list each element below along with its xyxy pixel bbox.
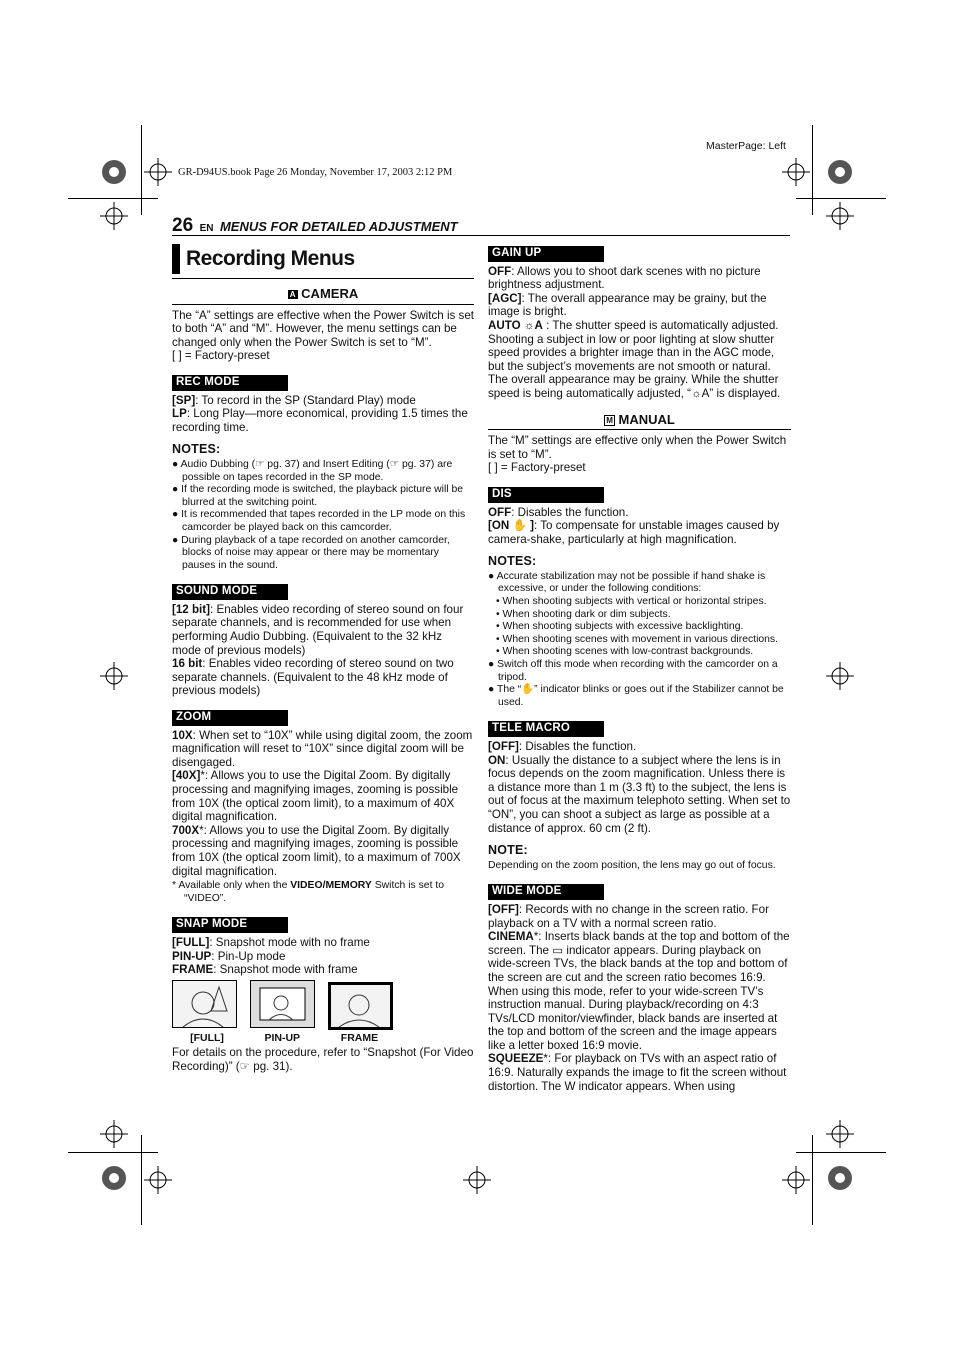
sound-mode-label: SOUND MODE [172,584,288,600]
gain-auto: AUTO ☼A : The shutter speed is automatically adjusted. Shooting a subject in low or poor lighting at slow shutter speed provides a brighter image than in the AGC mode, but the subject’s movements are not smooth or natural. The overall appearance may be grainy. While the shutter speed is being automatically adjusted, “☼A” is displayed. [488,318,781,400]
tele-note: Depending on the zoom position, the lens may go out of focus. [488,859,776,871]
rec-note: ● If the recording mode is switched, the playback picture will be blurred at the switching point. [172,484,464,508]
snapshot-pinup-image [250,980,315,1028]
rec-note: ● Audio Dubbing (☞ pg. 37) and Insert Editing (☞ pg. 37) are possible on tapes recorded in the SP mode. [172,458,453,483]
crosshair-icon [826,662,854,690]
dis-sub-note: • When shooting dark or dim subjects. [496,608,671,620]
crosshair-icon [100,662,128,690]
gain-up-label: GAIN UP [488,246,604,262]
dis-note: ● The “✋” indicator blinks or goes out if the Stabilizer cannot be used. [488,684,784,708]
camera-factory-preset: [ ] = Factory-preset [172,349,270,363]
snap-label-full: [FULL] [190,1032,224,1045]
snap-images [172,980,474,1031]
wide-cinema: CINEMA*: Inserts black bands at the top and bottom of the screen. The ▭ indicator appears. During playback on wide-screen TVs, the black bands at the top and bottom of the screen are cut and the screen ratio becomes 16:9. When using this mode, refer to your wide-screen TV’s instruction manual. During playback/recording on 4:3 TVs/LCD monitor/viewfinder, black bands are inserted at the top and bottom of the screen and the image appears like a letter boxed 16:9 movie. [488,930,790,1052]
camera-heading: A CAMERA [172,287,474,305]
gain-off: OFF: Allows you to shoot dark scenes with no picture brightness adjustment. [488,264,761,292]
snapshot-frame-image [328,982,393,1030]
crosshair-icon [100,1120,128,1148]
zoom-footnote: * Available only when the VIDEO/MEMORY Switch is set to “VIDEO”. [172,880,445,904]
snap-label-pinup: PIN-UP [264,1032,301,1045]
dis-sub-note: • When shooting scenes with low-contrast backgrounds. [496,646,754,658]
crosshair-icon [782,1166,810,1194]
dis-note: ● Accurate stabilization may not be possible if hand shake is excessive, or under the following conditions: [488,570,766,595]
snap-label-frame: FRAME [340,1032,379,1045]
dis-on: [ON ✋ ]: To compensate for unstable images caused by camera-shake, particularly at high magnification. [488,519,780,546]
file-info-line: GR-D94US.book Page 26 Monday, November 17, 2003 2:12 PM [178,167,453,178]
snap-details: For details on the procedure, refer to “Snapshot (For Video Recording)” (☞ pg. 31). [172,1045,474,1073]
crosshair-icon [144,1166,172,1194]
tele-note-heading: NOTE: [488,843,528,858]
dis-sub-note: • When shooting scenes with movement in various directions. [496,633,779,645]
manual-mode-icon: M [606,415,613,425]
page-number: 26 [172,215,194,236]
crosshair-icon [826,202,854,230]
snap-frame: FRAME: Snapshot mode with frame [172,963,358,977]
masterpage-label: MasterPage: Left [706,140,786,152]
wide-squeeze: SQUEEZE*: For playback on TVs with an aspect ratio of 16:9. Naturally expands the image to fit the screen without distortion. The W indicator appears. When using [488,1052,787,1093]
crosshair-icon [463,1166,491,1194]
right-column [488,234,791,1093]
tele-off: [OFF]: Disables the function. [488,740,637,753]
zoom-40x: [40X]*: Allows you to use the Digital Zoom. By digitally processing and magnifying images, zooming is possible from 10X (the optical zoom limit), to a maximum of 40X digital magnification. [172,769,459,824]
tele-on: ON: Usually the distance to a subject where the lens is in focus depends on the zoom magnification. Unless there is a distance more than 1 m (3.3 ft) to the subject, the lens is out of focus at the maximum telephoto setting. When set to “ON”, you can shoot a subject as large as possible at a distance of approx. 60 cm (2 ft). [488,753,791,835]
dis-sub-note: • When shooting subjects with vertical or horizontal stripes. [496,596,767,608]
manual-heading: M MANUAL [488,413,791,431]
page-title: Recording Menus [186,247,355,271]
crosshair-icon [144,158,172,186]
auto-shutter-icon: ☼A [523,318,543,332]
snap-full: [FULL]: Snapshot mode with no frame [172,935,370,949]
rec-mode-sp: [SP]: To record in the SP (Standard Play) mode [172,393,416,407]
crosshair-icon [826,1120,854,1148]
zoom-label: ZOOM [172,710,288,726]
registration-mark-icon [100,1164,128,1192]
manual-factory-preset: [ ] = Factory-preset [488,461,586,475]
registration-mark-icon [826,158,854,186]
registration-mark-icon [100,158,128,186]
rec-mode-label: REC MODE [172,375,288,391]
page-title-block [172,244,474,279]
tele-macro-label: TELE MACRO [488,721,604,737]
camera-intro: The “A” settings are effective when the Power Switch is set to both “A” and “M”. However, the menu settings can be changed only when the Power Switch is set to “M”. [172,308,475,349]
rec-note: ● During playback of a tape recorded on another camcorder, blocks of noise may appear or there may be momentary pauses in the sound. [172,534,450,571]
dis-sub-note: • When shooting subjects with excessive backlighting. [496,621,744,633]
wide-mode-label: WIDE MODE [488,884,604,900]
dis-label: DIS [488,487,604,503]
registration-mark-icon [826,1164,854,1192]
sound-12bit: [12 bit]: Enables video recording of stereo sound on four separate channels, and is recommended for use when performing Audio Dubbing. (Equivalent to the 32 kHz mode of previous models) [172,602,464,657]
language-code: EN [199,223,214,234]
snap-image-labels [172,1031,474,1046]
dis-off: OFF: Disables the function. [488,505,629,519]
snap-pinup: PIN-UP: Pin-Up mode [172,949,286,963]
auto-mode-icon: A [289,290,296,299]
sound-16bit: 16 bit: Enables video recording of stereo sound on two separate channels. (Equivalent to the 48 kHz mode of previous models) [172,657,454,698]
gain-agc: [AGC]: The overall appearance may be grainy, but the image is bright. [488,291,767,319]
rec-note: ● It is recommended that tapes recorded in the LP mode on this camcorder be played back on this camcorder. [172,509,466,533]
left-column [172,244,474,1073]
zoom-10x: 10X: When set to “10X” while using digital zoom, the zoom magnification will reset to “10X” since digital zoom will be disengaged. [172,728,473,769]
manual-intro: The “M” settings are effective only when the Power Switch is set to “M”. [488,434,787,461]
crosshair-icon [782,158,810,186]
dis-note: ● Switch off this mode when recording with the camcorder on a tripod. [488,659,778,683]
snap-mode-label: SNAP MODE [172,917,288,933]
dis-notes-heading: NOTES: [488,554,537,569]
rec-mode-notes-heading: NOTES: [172,442,221,457]
title-bar [172,244,180,274]
section-title: MENUS FOR DETAILED ADJUSTMENT [219,219,458,234]
page-header [172,215,790,236]
snapshot-full-image [172,980,237,1028]
wide-off: [OFF]: Records with no change in the screen ratio. For playback on a TV with a normal screen ratio. [488,902,769,930]
rec-mode-lp: LP: Long Play—more economical, providing 1.5 times the recording time. [172,407,468,434]
crosshair-icon [100,202,128,230]
zoom-700x: 700X*: Allows you to use the Digital Zoom. By digitally processing and magnifying images, zooming is possible from 10X (the optical zoom limit), to a maximum of 700X digital magnification. [172,823,461,878]
